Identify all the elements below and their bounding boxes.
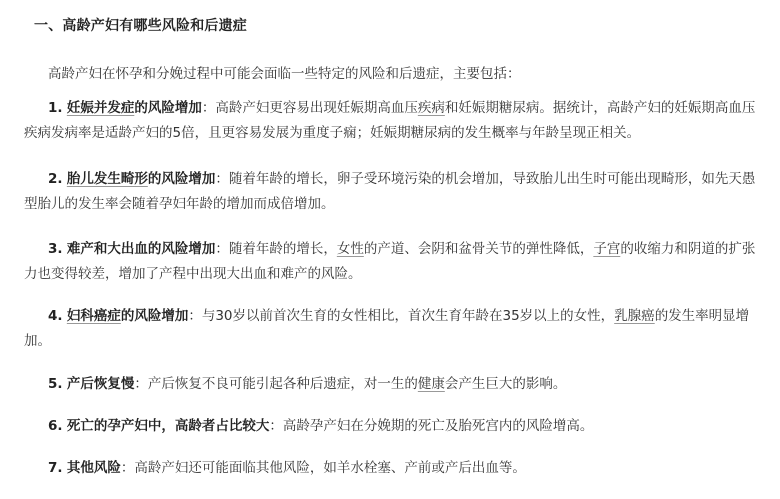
item-text: 产后恢复不良可能引起各种后遗症，对一生的 — [147, 376, 418, 392]
item-text: 的收缩力和阴道的扩张力也变得较差，增加了产程中出现大出血和难产的风险。 — [24, 241, 756, 282]
item-text: 高龄产妇更容易出现妊娠期高血压 — [215, 100, 418, 116]
risk-item-5 — [24, 372, 756, 397]
item-separator: ： — [215, 171, 229, 187]
item-title-link[interactable]: 妊娠并发症 — [66, 100, 135, 116]
item-text-link[interactable]: 子宫 — [593, 241, 621, 257]
item-text: 的产道、会阴和盆骨关节的弹性降低， — [363, 241, 594, 257]
item-text: 与30岁以前首次生育的女性相比，首次生育年龄在35岁以上的女性， — [201, 308, 615, 324]
item-text-link[interactable]: 女性 — [336, 241, 364, 257]
item-title — [67, 100, 202, 116]
risk-item-3 — [24, 237, 756, 287]
section-heading: 一、高龄产妇有哪些风险和后遗症 — [34, 18, 247, 34]
item-number: 6. — [48, 418, 63, 434]
item-title-rest: 的风险增加 — [120, 308, 189, 324]
item-title: 其他风险 — [66, 460, 121, 476]
item-text: 随着年龄的增长，卵子受环境污染的机会增加，导致胎儿出生时可能出现畸形，如先天愚型胎儿的发生率会随着孕妇年龄的增加而成倍增加。 — [24, 171, 756, 212]
item-text: 高龄孕产妇在分娩期的死亡及胎死宫内的风险增高。 — [282, 418, 594, 434]
item-separator: ： — [215, 241, 229, 257]
intro-paragraph: 高龄产妇在怀孕和分娩过程中可能会面临一些特定的风险和后遗症，主要包括： — [48, 66, 521, 82]
item-number: 7. — [48, 460, 63, 476]
item-separator: ： — [188, 308, 202, 324]
item-title-link[interactable]: 妇科癌症 — [66, 308, 121, 324]
item-title: 死亡的孕产妇中，高龄者占比较大 — [66, 418, 270, 434]
item-number: 3. — [48, 241, 63, 257]
item-text: 高龄产妇还可能面临其他风险，如羊水栓塞、产前或产后出血等。 — [134, 460, 526, 476]
item-title: 产后恢复慢 — [66, 376, 135, 392]
risk-item-6 — [24, 414, 756, 439]
item-title — [67, 171, 216, 187]
item-title-rest: 的风险增加 — [147, 171, 216, 187]
item-number: 2. — [48, 171, 63, 187]
item-text: 的发生率明显增加。 — [24, 308, 750, 349]
risk-item-7 — [24, 456, 756, 481]
risk-item-1 — [24, 96, 756, 146]
item-text: 随着年龄的增长， — [228, 241, 337, 257]
item-separator: ： — [201, 100, 216, 116]
item-separator: ： — [134, 376, 148, 392]
item-text: 和妊娠期糖尿病。据统计，高龄产妇的妊娠期高血压疾病发病率是适龄产妇的5倍，且更容易发展为重度子痫；妊娠期糖尿病的发生概率与年龄呈现正相关。 — [24, 100, 756, 141]
item-text-link[interactable]: 乳腺癌 — [614, 308, 655, 324]
item-title-rest: 的风险增加 — [134, 100, 202, 116]
item-separator: ： — [269, 418, 283, 434]
risk-item-4 — [24, 304, 756, 354]
item-text: 会产生巨大的影响。 — [444, 376, 567, 392]
item-text-link[interactable]: 健康 — [417, 376, 445, 392]
item-title: 难产和大出血的风险增加 — [66, 241, 216, 257]
item-number: 1. — [48, 100, 63, 116]
item-title-link[interactable]: 胎儿发生畸形 — [66, 171, 148, 187]
item-text-link[interactable]: 疾病 — [417, 100, 445, 116]
item-number: 5. — [48, 376, 63, 392]
item-title — [67, 308, 189, 324]
risk-item-2 — [24, 167, 756, 217]
item-number: 4. — [48, 308, 63, 324]
item-separator: ： — [120, 460, 135, 476]
